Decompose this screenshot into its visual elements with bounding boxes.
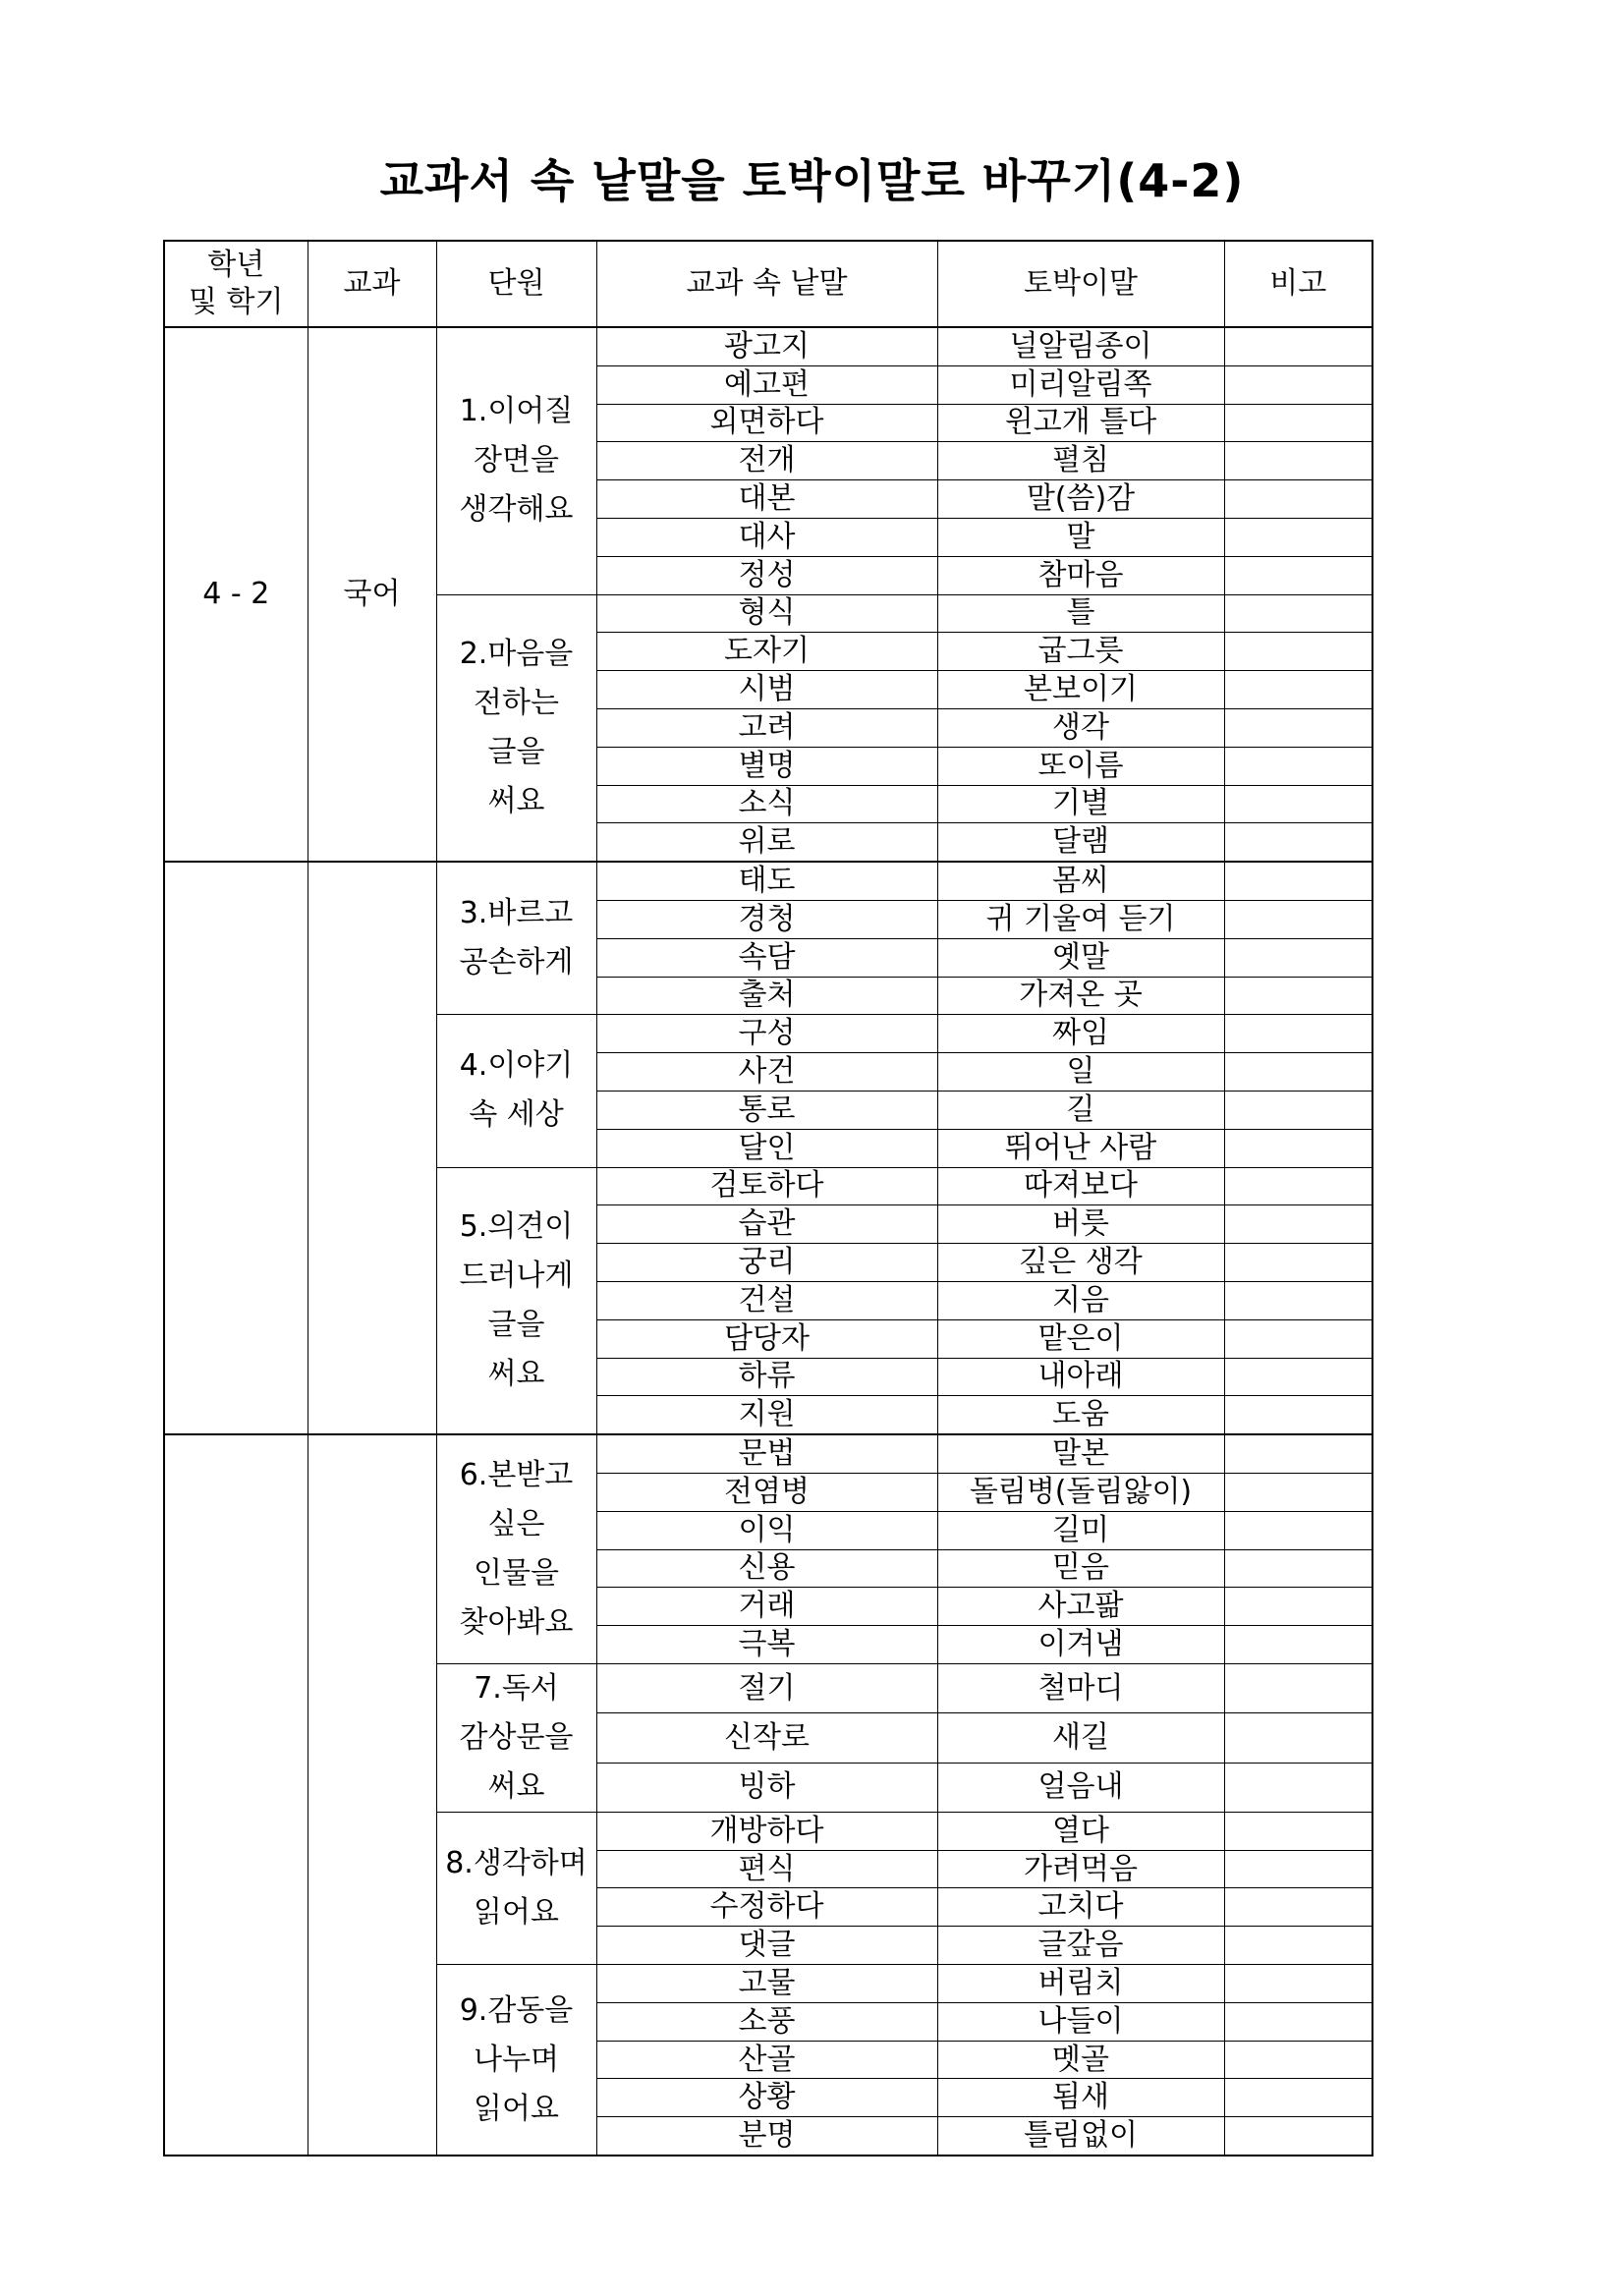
- subject-cell: [308, 862, 436, 1434]
- note-cell: [1224, 1015, 1372, 1053]
- word-cell: 대사: [596, 518, 937, 556]
- native-word-cell: 길: [937, 1091, 1224, 1129]
- word-cell: 속담: [596, 938, 937, 977]
- note-cell: [1224, 938, 1372, 977]
- header-grade-line2: 및 학기: [189, 285, 284, 319]
- note-cell: [1224, 1205, 1372, 1244]
- note-cell: [1224, 1358, 1372, 1396]
- word-cell: 구성: [596, 1015, 937, 1053]
- note-cell: [1224, 1396, 1372, 1434]
- word-cell: 검토하다: [596, 1167, 937, 1205]
- word-cell: 건설: [596, 1281, 937, 1319]
- word-cell: 소풍: [596, 2002, 937, 2041]
- table-row: [164, 1434, 1372, 1473]
- note-cell: [1224, 1663, 1372, 1712]
- header-native: 토박이말: [937, 241, 1224, 327]
- word-cell: 개방하다: [596, 1812, 937, 1850]
- note-cell: [1224, 2117, 1372, 2156]
- word-cell: 소식: [596, 785, 937, 823]
- note-cell: [1224, 708, 1372, 747]
- note-cell: [1224, 671, 1372, 709]
- header-note: 비고: [1224, 241, 1372, 327]
- note-cell: [1224, 1319, 1372, 1358]
- native-word-cell: 생각: [937, 708, 1224, 747]
- word-cell: 상황: [596, 2079, 937, 2117]
- document-title: 교과서 속 낱말을 토박이말로 바꾸기(4-2): [379, 154, 1245, 207]
- note-cell: [1224, 862, 1372, 900]
- unit-title-line: 4.이야기: [459, 1048, 574, 1084]
- unit-cell: [436, 1167, 596, 1434]
- unit-cell: [436, 1663, 596, 1812]
- word-cell: 절기: [596, 1663, 937, 1712]
- note-cell: [1224, 1244, 1372, 1282]
- note-cell: [1224, 785, 1372, 823]
- note-cell: [1224, 1511, 1372, 1549]
- note-cell: [1224, 977, 1372, 1015]
- word-cell: 태도: [596, 862, 937, 900]
- native-word-cell: 버림치: [937, 1965, 1224, 2003]
- header-subject: 교과: [308, 241, 436, 327]
- native-word-cell: 얼음내: [937, 1763, 1224, 1812]
- header-row: [164, 241, 1372, 327]
- unit-cell: [436, 1965, 596, 2156]
- word-cell: 정성: [596, 556, 937, 594]
- native-word-cell: 버릇: [937, 1205, 1224, 1244]
- note-cell: [1224, 1473, 1372, 1511]
- word-cell: 위로: [596, 823, 937, 862]
- note-cell: [1224, 1053, 1372, 1092]
- note-cell: [1224, 1888, 1372, 1927]
- native-word-cell: 일: [937, 1053, 1224, 1092]
- unit-title-line: 8.생각하며: [445, 1845, 588, 1880]
- native-word-cell: 나들이: [937, 2002, 1224, 2041]
- unit-title-line: 6.본받고: [459, 1458, 574, 1492]
- note-cell: [1224, 1549, 1372, 1588]
- word-cell: 수정하다: [596, 1888, 937, 1927]
- native-word-cell: 틀림없이: [937, 2117, 1224, 2156]
- unit-cell: [436, 862, 596, 1015]
- unit-cell: [436, 1434, 596, 1663]
- native-word-cell: 새길: [937, 1713, 1224, 1763]
- unit-title-line: 생각해요: [459, 492, 574, 528]
- word-cell: 신작로: [596, 1713, 937, 1763]
- unit-title-line: 써요: [487, 1356, 545, 1391]
- word-cell: 빙하: [596, 1763, 937, 1812]
- native-word-cell: 돌림병(돌림앓이): [937, 1473, 1224, 1511]
- note-cell: [1224, 2002, 1372, 2041]
- word-cell: 극복: [596, 1626, 937, 1664]
- native-word-cell: 짜임: [937, 1015, 1224, 1053]
- grade-cell: [164, 862, 308, 1434]
- native-word-cell: 옛말: [937, 938, 1224, 977]
- word-cell: 산골: [596, 2041, 937, 2079]
- note-cell: [1224, 327, 1372, 365]
- unit-title-line: 감상문을: [459, 1719, 574, 1755]
- word-cell: 달인: [596, 1129, 937, 1167]
- word-cell: 댓글: [596, 1927, 937, 1965]
- note-cell: [1224, 747, 1372, 785]
- word-cell: 궁리: [596, 1244, 937, 1282]
- word-cell: 사건: [596, 1053, 937, 1092]
- native-word-cell: 멧골: [937, 2041, 1224, 2079]
- native-word-cell: 참마음: [937, 556, 1224, 594]
- unit-title-line: 써요: [487, 1768, 545, 1804]
- native-word-cell: 깊은 생각: [937, 1244, 1224, 1282]
- table-row: [164, 862, 1372, 900]
- native-word-cell: 몸씨: [937, 862, 1224, 900]
- note-cell: [1224, 594, 1372, 633]
- grade-cell: [164, 1434, 308, 2156]
- note-cell: [1224, 2079, 1372, 2117]
- subject-cell: 국어: [308, 327, 436, 862]
- unit-title-line: 읽어요: [474, 2091, 559, 2126]
- unit-title-line: 글을: [487, 1307, 545, 1342]
- word-table: [163, 240, 1373, 2156]
- native-word-cell: 됨새: [937, 2079, 1224, 2117]
- word-cell: 경청: [596, 900, 937, 938]
- native-word-cell: 말: [937, 518, 1224, 556]
- note-cell: [1224, 1167, 1372, 1205]
- unit-title-line: 공손하게: [459, 945, 574, 980]
- unit-title-line: 전하는: [474, 685, 559, 720]
- note-cell: [1224, 2041, 1372, 2079]
- grade-cell: 4 - 2: [164, 327, 308, 862]
- unit-cell: [436, 1812, 596, 1964]
- note-cell: [1224, 1434, 1372, 1473]
- note-cell: [1224, 1091, 1372, 1129]
- word-cell: 대본: [596, 480, 937, 519]
- native-word-cell: 이겨냄: [937, 1626, 1224, 1664]
- word-cell: 습관: [596, 1205, 937, 1244]
- native-word-cell: 고치다: [937, 1888, 1224, 1927]
- word-cell: 별명: [596, 747, 937, 785]
- note-cell: [1224, 823, 1372, 862]
- word-cell: 광고지: [596, 327, 937, 365]
- unit-cell: [436, 1015, 596, 1167]
- note-cell: [1224, 1812, 1372, 1850]
- native-word-cell: 또이름: [937, 747, 1224, 785]
- native-word-cell: 가져온 곳: [937, 977, 1224, 1015]
- table-body: [164, 327, 1372, 2156]
- unit-title-line: 5.의견이: [459, 1208, 574, 1244]
- unit-title-line: 찾아봐요: [459, 1605, 574, 1640]
- native-word-cell: 널알림종이: [937, 327, 1224, 365]
- word-cell: 신용: [596, 1549, 937, 1588]
- note-cell: [1224, 1129, 1372, 1167]
- unit-title-line: 드러나게: [459, 1258, 574, 1293]
- unit-title-line: 2.마음을: [459, 636, 574, 671]
- unit-title-line: 1.이어질: [459, 394, 574, 429]
- native-word-cell: 미리알림쪽: [937, 365, 1224, 404]
- word-cell: 고려: [596, 708, 937, 747]
- native-word-cell: 철마디: [937, 1663, 1224, 1712]
- note-cell: [1224, 633, 1372, 671]
- note-cell: [1224, 900, 1372, 938]
- word-cell: 분명: [596, 2117, 937, 2156]
- native-word-cell: 사고팖: [937, 1588, 1224, 1626]
- note-cell: [1224, 1588, 1372, 1626]
- word-cell: 문법: [596, 1434, 937, 1473]
- unit-title-line: 싶은: [487, 1507, 545, 1541]
- note-cell: [1224, 1713, 1372, 1763]
- header-unit: 단원: [436, 241, 596, 327]
- note-cell: [1224, 365, 1372, 404]
- native-word-cell: 도움: [937, 1396, 1224, 1434]
- note-cell: [1224, 1281, 1372, 1319]
- native-word-cell: 내아래: [937, 1358, 1224, 1396]
- word-cell: 담당자: [596, 1319, 937, 1358]
- unit-title-line: 인물을: [474, 1556, 559, 1591]
- unit-title-line: 9.감동을: [459, 1992, 574, 2028]
- word-cell: 고물: [596, 1965, 937, 2003]
- note-cell: [1224, 1763, 1372, 1812]
- note-cell: [1224, 1850, 1372, 1888]
- header-word: 교과 속 낱말: [596, 241, 937, 327]
- word-cell: 시범: [596, 671, 937, 709]
- note-cell: [1224, 1927, 1372, 1965]
- word-cell: 예고편: [596, 365, 937, 404]
- unit-title-line: 7.독서: [474, 1670, 559, 1706]
- native-word-cell: 틀: [937, 594, 1224, 633]
- native-word-cell: 열다: [937, 1812, 1224, 1850]
- native-word-cell: 윈고개 틀다: [937, 404, 1224, 442]
- native-word-cell: 귀 기울여 듣기: [937, 900, 1224, 938]
- unit-title-line: 3.바르고: [459, 896, 574, 931]
- note-cell: [1224, 1626, 1372, 1664]
- native-word-cell: 맡은이: [937, 1319, 1224, 1358]
- word-cell: 전염병: [596, 1473, 937, 1511]
- header-grade-line1: 학년: [207, 248, 265, 282]
- unit-title-line: 장면을: [474, 443, 559, 478]
- table-row: [164, 327, 1372, 365]
- native-word-cell: 굽그릇: [937, 633, 1224, 671]
- word-cell: 편식: [596, 1850, 937, 1888]
- note-cell: [1224, 480, 1372, 519]
- subject-cell: [308, 1434, 436, 2156]
- word-cell: 통로: [596, 1091, 937, 1129]
- native-word-cell: 따져보다: [937, 1167, 1224, 1205]
- note-cell: [1224, 1965, 1372, 2003]
- unit-cell: [436, 327, 596, 594]
- word-cell: 도자기: [596, 633, 937, 671]
- unit-title-line: 써요: [487, 783, 545, 818]
- native-word-cell: 기별: [937, 785, 1224, 823]
- word-cell: 이익: [596, 1511, 937, 1549]
- native-word-cell: 길미: [937, 1511, 1224, 1549]
- native-word-cell: 지음: [937, 1281, 1224, 1319]
- native-word-cell: 뛰어난 사람: [937, 1129, 1224, 1167]
- unit-title-line: 속 세상: [469, 1097, 564, 1133]
- native-word-cell: 달램: [937, 823, 1224, 862]
- word-cell: 출처: [596, 977, 937, 1015]
- unit-title-line: 읽어요: [474, 1894, 559, 1930]
- word-cell: 외면하다: [596, 404, 937, 442]
- word-cell: 전개: [596, 442, 937, 480]
- native-word-cell: 펼침: [937, 442, 1224, 480]
- word-cell: 형식: [596, 594, 937, 633]
- native-word-cell: 가려먹음: [937, 1850, 1224, 1888]
- native-word-cell: 말본: [937, 1434, 1224, 1473]
- unit-title-line: 나누며: [474, 2042, 559, 2077]
- native-word-cell: 믿음: [937, 1549, 1224, 1588]
- word-cell: 거래: [596, 1588, 937, 1626]
- unit-title-line: 글을: [487, 734, 545, 769]
- unit-cell: [436, 594, 596, 862]
- word-cell: 지원: [596, 1396, 937, 1434]
- note-cell: [1224, 556, 1372, 594]
- note-cell: [1224, 442, 1372, 480]
- native-word-cell: 말(씀)감: [937, 480, 1224, 519]
- note-cell: [1224, 518, 1372, 556]
- native-word-cell: 본보이기: [937, 671, 1224, 709]
- native-word-cell: 글갚음: [937, 1927, 1224, 1965]
- note-cell: [1224, 404, 1372, 442]
- header-grade: [164, 241, 308, 327]
- word-cell: 하류: [596, 1358, 937, 1396]
